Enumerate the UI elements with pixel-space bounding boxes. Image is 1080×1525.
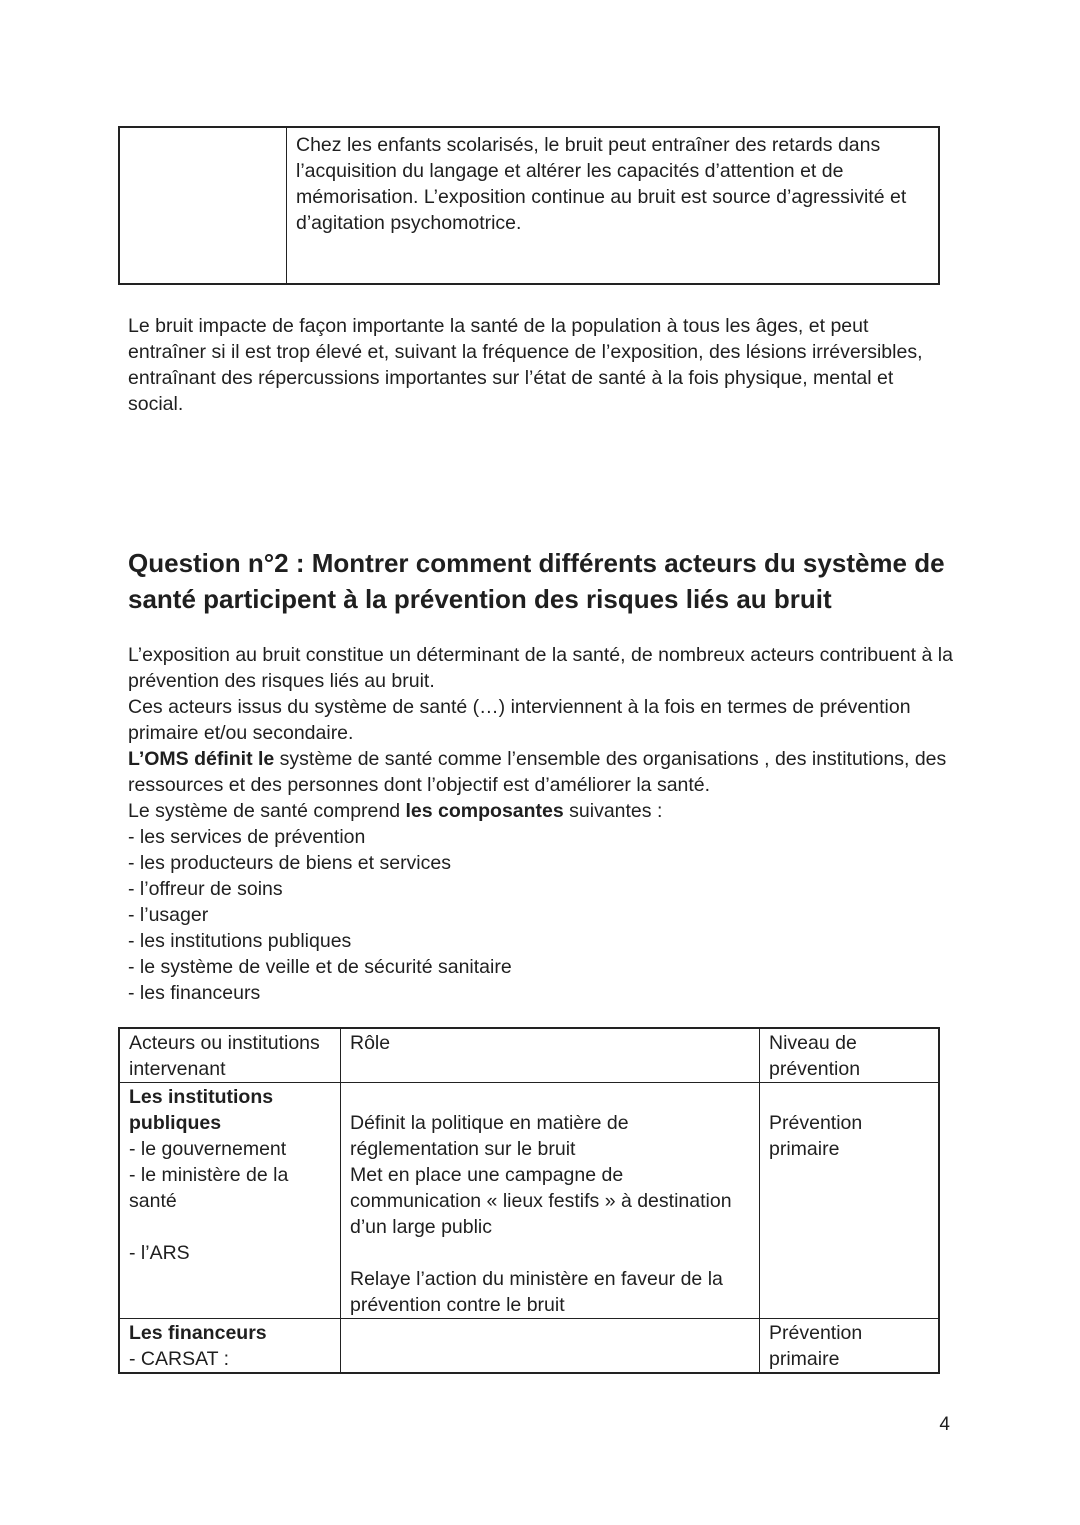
header-prevention-level: Niveau de prévention <box>760 1028 940 1083</box>
question2-paragraph-3 <box>128 746 958 798</box>
group-label: Les financeurs <box>129 1322 267 1344</box>
top-table-left-cell <box>119 127 287 284</box>
header-role: Rôle <box>341 1028 760 1083</box>
spacer <box>350 1084 750 1110</box>
list-item: - le système de veille et de sécurité sanitaire <box>128 956 512 978</box>
actors-cell <box>119 1083 341 1319</box>
header-actors: Acteurs ou institutions intervenant <box>119 1028 341 1083</box>
role-text: Définit la politique en matière de réglementation sur le bruit Met en place une campagne de communication « lieux festifs » à destination d’un large public <box>350 1112 732 1238</box>
list-item: - les services de prévention <box>128 826 366 848</box>
question2-paragraph-4 <box>128 798 958 824</box>
list-item: - l’offreur de soins <box>128 878 283 900</box>
prevention-level-cell: Prévention primaire <box>760 1319 940 1374</box>
spacer <box>769 1084 929 1110</box>
role-cell <box>341 1083 760 1319</box>
group-label: Les institutions publiques <box>129 1086 274 1134</box>
actor-label: - le ministère de la santé <box>129 1164 289 1212</box>
list-item: - l’usager <box>128 904 209 926</box>
top-table-right-cell: Chez les enfants scolarisés, le bruit peut entraîner des retards dans l’acquisition du langage et altérer les capacités d’attention et de mémorisation. L’exposition continue au bruit est source d’agressivité et d’agitation psychomotrice. <box>287 127 940 284</box>
intro-paragraph: Le bruit impacte de façon importante la santé de la population à tous les âges, et peut entraîner si il est trop élevé et, suivant la fréquence de l’exposition, des lésions irréversibles, entraînant des répercussions importantes sur l’état de santé à la fois physique, mental et social. <box>128 315 923 415</box>
components-intro-end: suivantes : <box>563 800 663 822</box>
table-header-row <box>119 1028 939 1083</box>
question2-body <box>128 642 958 1006</box>
role-text: Relaye l’action du ministère en faveur de la prévention contre le bruit <box>350 1268 723 1316</box>
actors-cell <box>119 1319 341 1374</box>
actor-label: - l’ARS <box>129 1242 190 1264</box>
spacer <box>129 1214 331 1240</box>
question2-paragraph-1: L’exposition au bruit constitue un déterminant de la santé, de nombreux acteurs contribuent à la prévention des risques liés au bruit. <box>128 644 953 692</box>
prevention-level-cell <box>760 1083 940 1319</box>
components-intro-start: Le système de santé comprend <box>128 800 406 822</box>
question2-title: Question n°2 : Montrer comment différents acteurs du système de santé participent à la prévention des risques liés au bruit <box>128 548 945 614</box>
top-table <box>118 126 940 285</box>
actors-table <box>118 1027 940 1374</box>
role-cell <box>341 1319 760 1374</box>
oms-definition-text: système de santé comme l’ensemble des organisations , des institutions, des ressources et des personnes dont l’objectif est d’améliorer la santé. <box>128 748 947 796</box>
spacer <box>350 1240 750 1266</box>
oms-bold-text: L’OMS définit le <box>128 748 275 770</box>
table-row <box>119 1083 939 1319</box>
list-item: - les financeurs <box>128 982 261 1004</box>
components-bold-text: les composantes <box>405 800 564 822</box>
page-number: 4 <box>939 1414 950 1435</box>
actor-label: - CARSAT : <box>129 1348 230 1370</box>
prevention-level-text: Prévention primaire <box>769 1112 863 1160</box>
question2-paragraph-2: Ces acteurs issus du système de santé (…) interviennent à la fois en termes de prévention primaire et/ou secondaire. <box>128 696 911 744</box>
table-row <box>119 1319 939 1374</box>
list-item: - les institutions publiques <box>128 930 352 952</box>
list-item: - les producteurs de biens et services <box>128 852 451 874</box>
actor-label: - le gouvernement <box>129 1138 287 1160</box>
components-list <box>128 824 958 1006</box>
